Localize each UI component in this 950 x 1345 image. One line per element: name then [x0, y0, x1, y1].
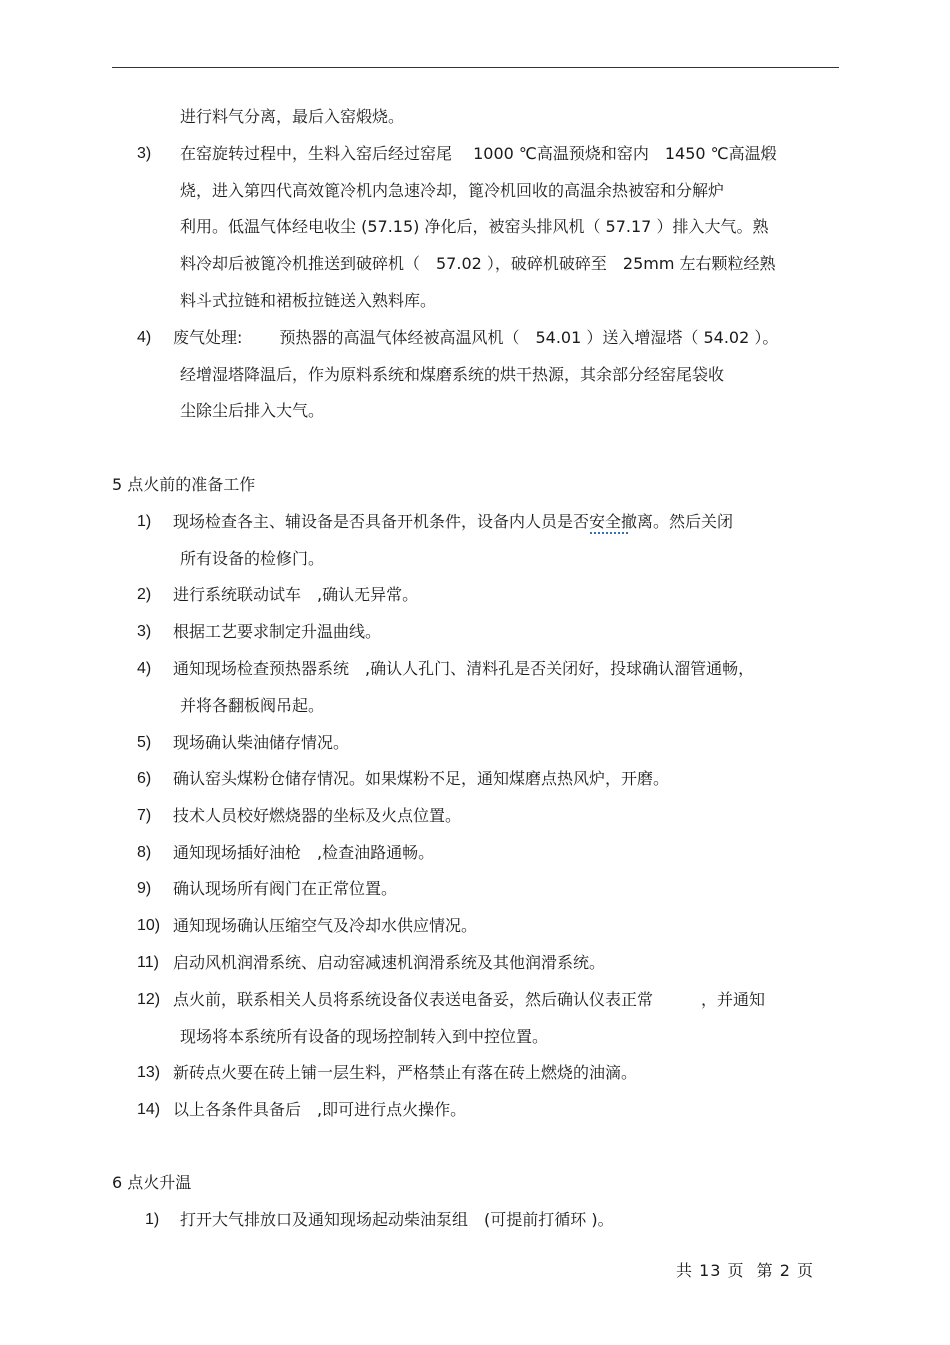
- item-line: 在窑旋转过程中，生料入窑后经过窑尾 1000 ℃高温预烧和窑内 1450 ℃高温煅: [180, 144, 777, 163]
- item-line: 确认窑头煤粉仓储存情况。如果煤粉不足，通知煤磨点热风炉，开磨。: [173, 769, 670, 788]
- item-line: 启动风机润滑系统、启动窑减速机润滑系统及其他润滑系统。: [173, 953, 606, 972]
- item-number: 6): [137, 770, 152, 787]
- item-number: 3): [137, 623, 152, 640]
- item-number: 13): [137, 1064, 161, 1081]
- item-line: 并将各翻板阀吊起。: [180, 696, 325, 715]
- item-number: 11): [137, 954, 159, 971]
- item-line: 利用。低温气体经电收尘 (57.15) 净化后，被窑头排风机（ 57.17 ）排入大气。熟: [180, 217, 769, 236]
- item-line: 技术人员校好燃烧器的坐标及火点位置。: [173, 806, 462, 825]
- item-line: 通知现场插好油枪 ,检查油路通畅。: [173, 843, 435, 862]
- item-number: 3): [137, 145, 152, 162]
- item-number: 5): [137, 734, 152, 751]
- item-line: 以上各条件具备后 ,即可进行点火操作。: [173, 1100, 467, 1119]
- item-line: 通知现场检查预热器系统 ,确认人孔门、清料孔是否关闭好，投球确认溜管通畅，: [173, 659, 755, 678]
- item-line: 根据工艺要求制定升温曲线。: [173, 622, 382, 641]
- item-number: 14): [137, 1101, 161, 1118]
- item-line: 现场检查各主、辅设备是否具备开机条件，设备内人员是否安全撤离。然后关闭: [173, 512, 734, 531]
- item-number: 1): [137, 513, 152, 530]
- item-number: 9): [137, 880, 152, 897]
- item-line: 经增湿塔降温后，作为原料系统和煤磨系统的烘干热源，其余部分经窑尾袋收: [180, 365, 725, 384]
- item-line: 确认现场所有阀门在正常位置。: [173, 879, 398, 898]
- continuation-line: 进行料气分离，最后入窑煅烧。: [180, 107, 405, 126]
- item-number: 8): [137, 844, 152, 861]
- total-pages: 共 13 页: [676, 1261, 745, 1280]
- item-line: 尘除尘后排入大气。: [180, 401, 325, 420]
- item-number: 1): [145, 1211, 160, 1228]
- item-number: 4): [137, 660, 152, 677]
- spellcheck-underline: [590, 532, 628, 534]
- header-rule: [112, 67, 839, 68]
- item-number: 4): [137, 329, 152, 346]
- item-line: 现场确认柴油储存情况。: [173, 733, 350, 752]
- item-number: 12): [137, 991, 161, 1008]
- item-line: 所有设备的检修门。: [180, 549, 325, 568]
- item-line: 点火前，联系相关人员将系统设备仪表送电备妥，然后确认仪表正常 ，并通知: [173, 990, 766, 1009]
- item-line: 进行系统联动试车 ,确认无异常。: [173, 585, 419, 604]
- section-heading: 5 点火前的准备工作: [112, 475, 256, 494]
- item-number: 2): [137, 586, 152, 603]
- item-number: 10): [137, 917, 161, 934]
- item-line: 通知现场确认压缩空气及冷却水供应情况。: [173, 916, 478, 935]
- item-line: 打开大气排放口及通知现场起动柴油泵组 (可提前打循环 )。: [180, 1210, 614, 1229]
- item-line: 烧，进入第四代高效篦冷机内急速冷却，篦冷机回收的高温余热被窑和分解炉: [180, 181, 725, 200]
- section-heading: 6 点火升温: [112, 1173, 192, 1192]
- item-number: 7): [137, 807, 152, 824]
- item-line: 现场将本系统所有设备的现场控制转入到中控位置。: [180, 1027, 549, 1046]
- item-line: 新砖点火要在砖上铺一层生料，严格禁止有落在砖上燃烧的油滴。: [173, 1063, 638, 1082]
- item-line: 料冷却后被篦冷机推送到破碎机（ 57.02 ），破碎机破碎至 25mm 左右颗粒经熟: [180, 254, 776, 273]
- page-footer: [676, 1258, 820, 1281]
- item-line: 料斗式拉链和裙板拉链送入熟料库。: [180, 291, 437, 310]
- item-line: 废气处理: 预热器的高温气体经被高温风机（ 54.01 ）送入增湿塔（ 54.02 ）。: [173, 328, 779, 347]
- current-page: 第 2 页: [756, 1261, 814, 1280]
